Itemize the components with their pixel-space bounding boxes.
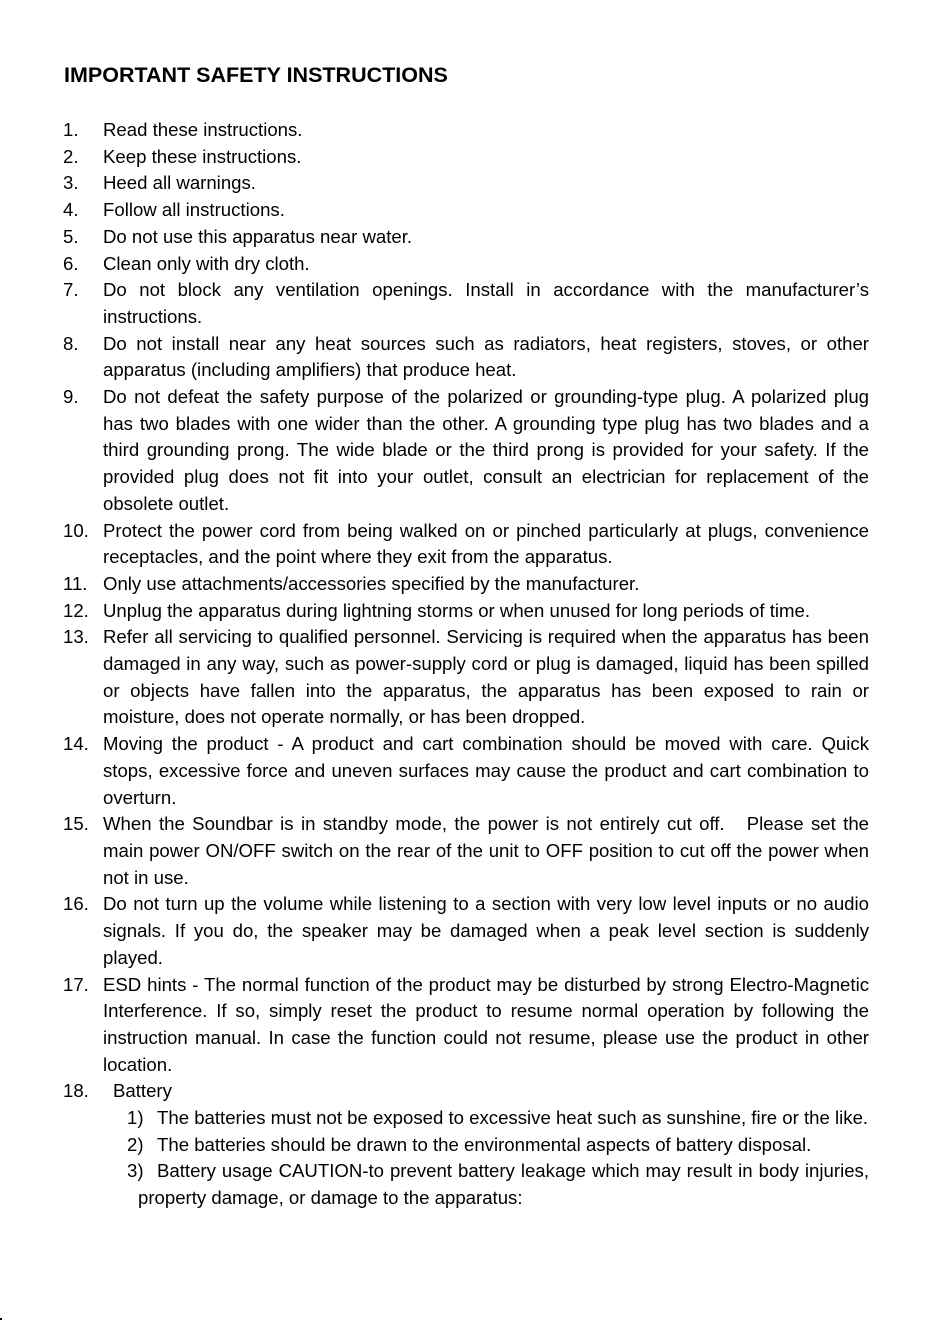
item-number: 9. [63, 386, 79, 408]
item-text: Do not use this apparatus near water. [103, 225, 413, 247]
subitem-number: 1) [127, 1107, 144, 1129]
item-text: Refer all servicing to qualified personnel. Servicing is required when the apparatus has been damaged in any way, such as power-supply cord or plug is damaged, liquid has been spilled or objects have fallen into the apparatus, the apparatus has been exposed to rain or moisture, does not operate normally, or has been dropped. [103, 626, 869, 728]
list-item [0, 197, 933, 224]
item-number: 4. [63, 199, 79, 221]
item-text: Only use attachments/accessories specified by the manufacturer. [103, 572, 640, 594]
item-text: When the Soundbar is in standby mode, the power is not entirely cut off. Please set the main power ON/OFF switch on the rear of the unit to OFF position to cut off the power when not in use. [103, 813, 875, 888]
page-title: IMPORTANT SAFETY INSTRUCTIONS [64, 63, 448, 87]
item-text: Moving the product - A product and cart combination should be moved with care. Quick stops, excessive force and uneven surfaces may cause the product and cart combination to overturn. [103, 733, 869, 808]
battery-subitem [0, 1158, 933, 1211]
item-number: 8. [63, 332, 79, 354]
battery-heading: Battery [113, 1080, 172, 1102]
list-item [0, 891, 933, 971]
item-number: 6. [63, 252, 79, 274]
battery-subitem [0, 1105, 933, 1132]
item-text: Do not turn up the volume while listening to a section with very low level inputs or no audio signals. If you do, the speaker may be damaged when a peak level section is suddenly played. [103, 893, 869, 968]
list-item [0, 224, 933, 251]
list-item [0, 331, 933, 384]
list-item [0, 972, 933, 1079]
item-number: 5. [63, 225, 79, 247]
item-text: Keep these instructions. [103, 145, 302, 167]
list-item [0, 571, 933, 598]
item-number: 11. [63, 572, 88, 594]
subitem-text: The batteries should be drawn to the environmental aspects of battery disposal. [157, 1133, 812, 1155]
list-item [0, 144, 933, 171]
subitem-text: Battery usage CAUTION-to prevent battery leakage which may result in body injuries, property damage, or damage to the apparatus: [138, 1160, 869, 1209]
item-text: Unplug the apparatus during lightning storms or when unused for long periods of time. [103, 599, 810, 621]
list-item [0, 170, 933, 197]
list-item [0, 598, 933, 625]
item-number: 13. [63, 626, 89, 648]
item-number: 7. [63, 279, 79, 301]
instruction-list [0, 117, 933, 1212]
item-number: 3. [63, 172, 79, 194]
list-item [0, 384, 933, 518]
list-item [0, 277, 933, 330]
subitem-text: The batteries must not be exposed to excessive heat such as sunshine, fire or the like. [157, 1107, 869, 1129]
list-item [0, 624, 933, 731]
page-edge-mark [0, 1318, 2, 1320]
list-item [0, 811, 933, 891]
list-item [0, 518, 933, 571]
list-item [0, 117, 933, 144]
item-number: 1. [63, 119, 79, 140]
item-text: Clean only with dry cloth. [103, 252, 310, 274]
item-number: 15. [63, 813, 89, 835]
list-item [0, 731, 933, 811]
item-number: 2. [63, 145, 79, 167]
item-number: 16. [63, 893, 89, 915]
item-text: Heed all warnings. [103, 172, 256, 194]
item-number: 12. [63, 599, 89, 621]
item-text: Read these instructions. [103, 119, 303, 140]
item-number: 10. [63, 519, 89, 541]
subitem-number: 2) [127, 1133, 144, 1155]
item-number: 14. [63, 733, 89, 755]
item-text: Do not block any ventilation openings. Install in accordance with the manufacturer’s instructions. [103, 279, 869, 327]
item-number: 17. [63, 973, 89, 995]
item-text: ESD hints - The normal function of the product may be disturbed by strong Electro-Magnetic Interference. If so, simply reset the product to resume normal operation by following the instruction manual. In case the function could not resume, please use the product in other location. [103, 973, 869, 1075]
item-text: Protect the power cord from being walked on or pinched particularly at plugs, convenience receptacles, and the point where they exit from the apparatus. [103, 519, 869, 568]
item-text: Follow all instructions. [103, 199, 285, 221]
list-item-battery [0, 1078, 933, 1105]
item-text: Do not defeat the safety purpose of the polarized or grounding-type plug. A polarized plug has two blades with one wider than the other. A grounding type plug has two blades and a third grounding prong. The wide blade or the third prong is provided for your safety. If the provided plug does not fit into your outlet, consult an electrician for replacement of the obsolete outlet. [103, 386, 869, 514]
subitem-number: 3) [127, 1160, 144, 1182]
list-item [0, 251, 933, 278]
item-text: Do not install near any heat sources such as radiators, heat registers, stoves, or other apparatus (including amplifiers) that produce heat. [103, 332, 869, 381]
battery-subitem [0, 1132, 933, 1159]
item-number: 18. [63, 1080, 89, 1102]
